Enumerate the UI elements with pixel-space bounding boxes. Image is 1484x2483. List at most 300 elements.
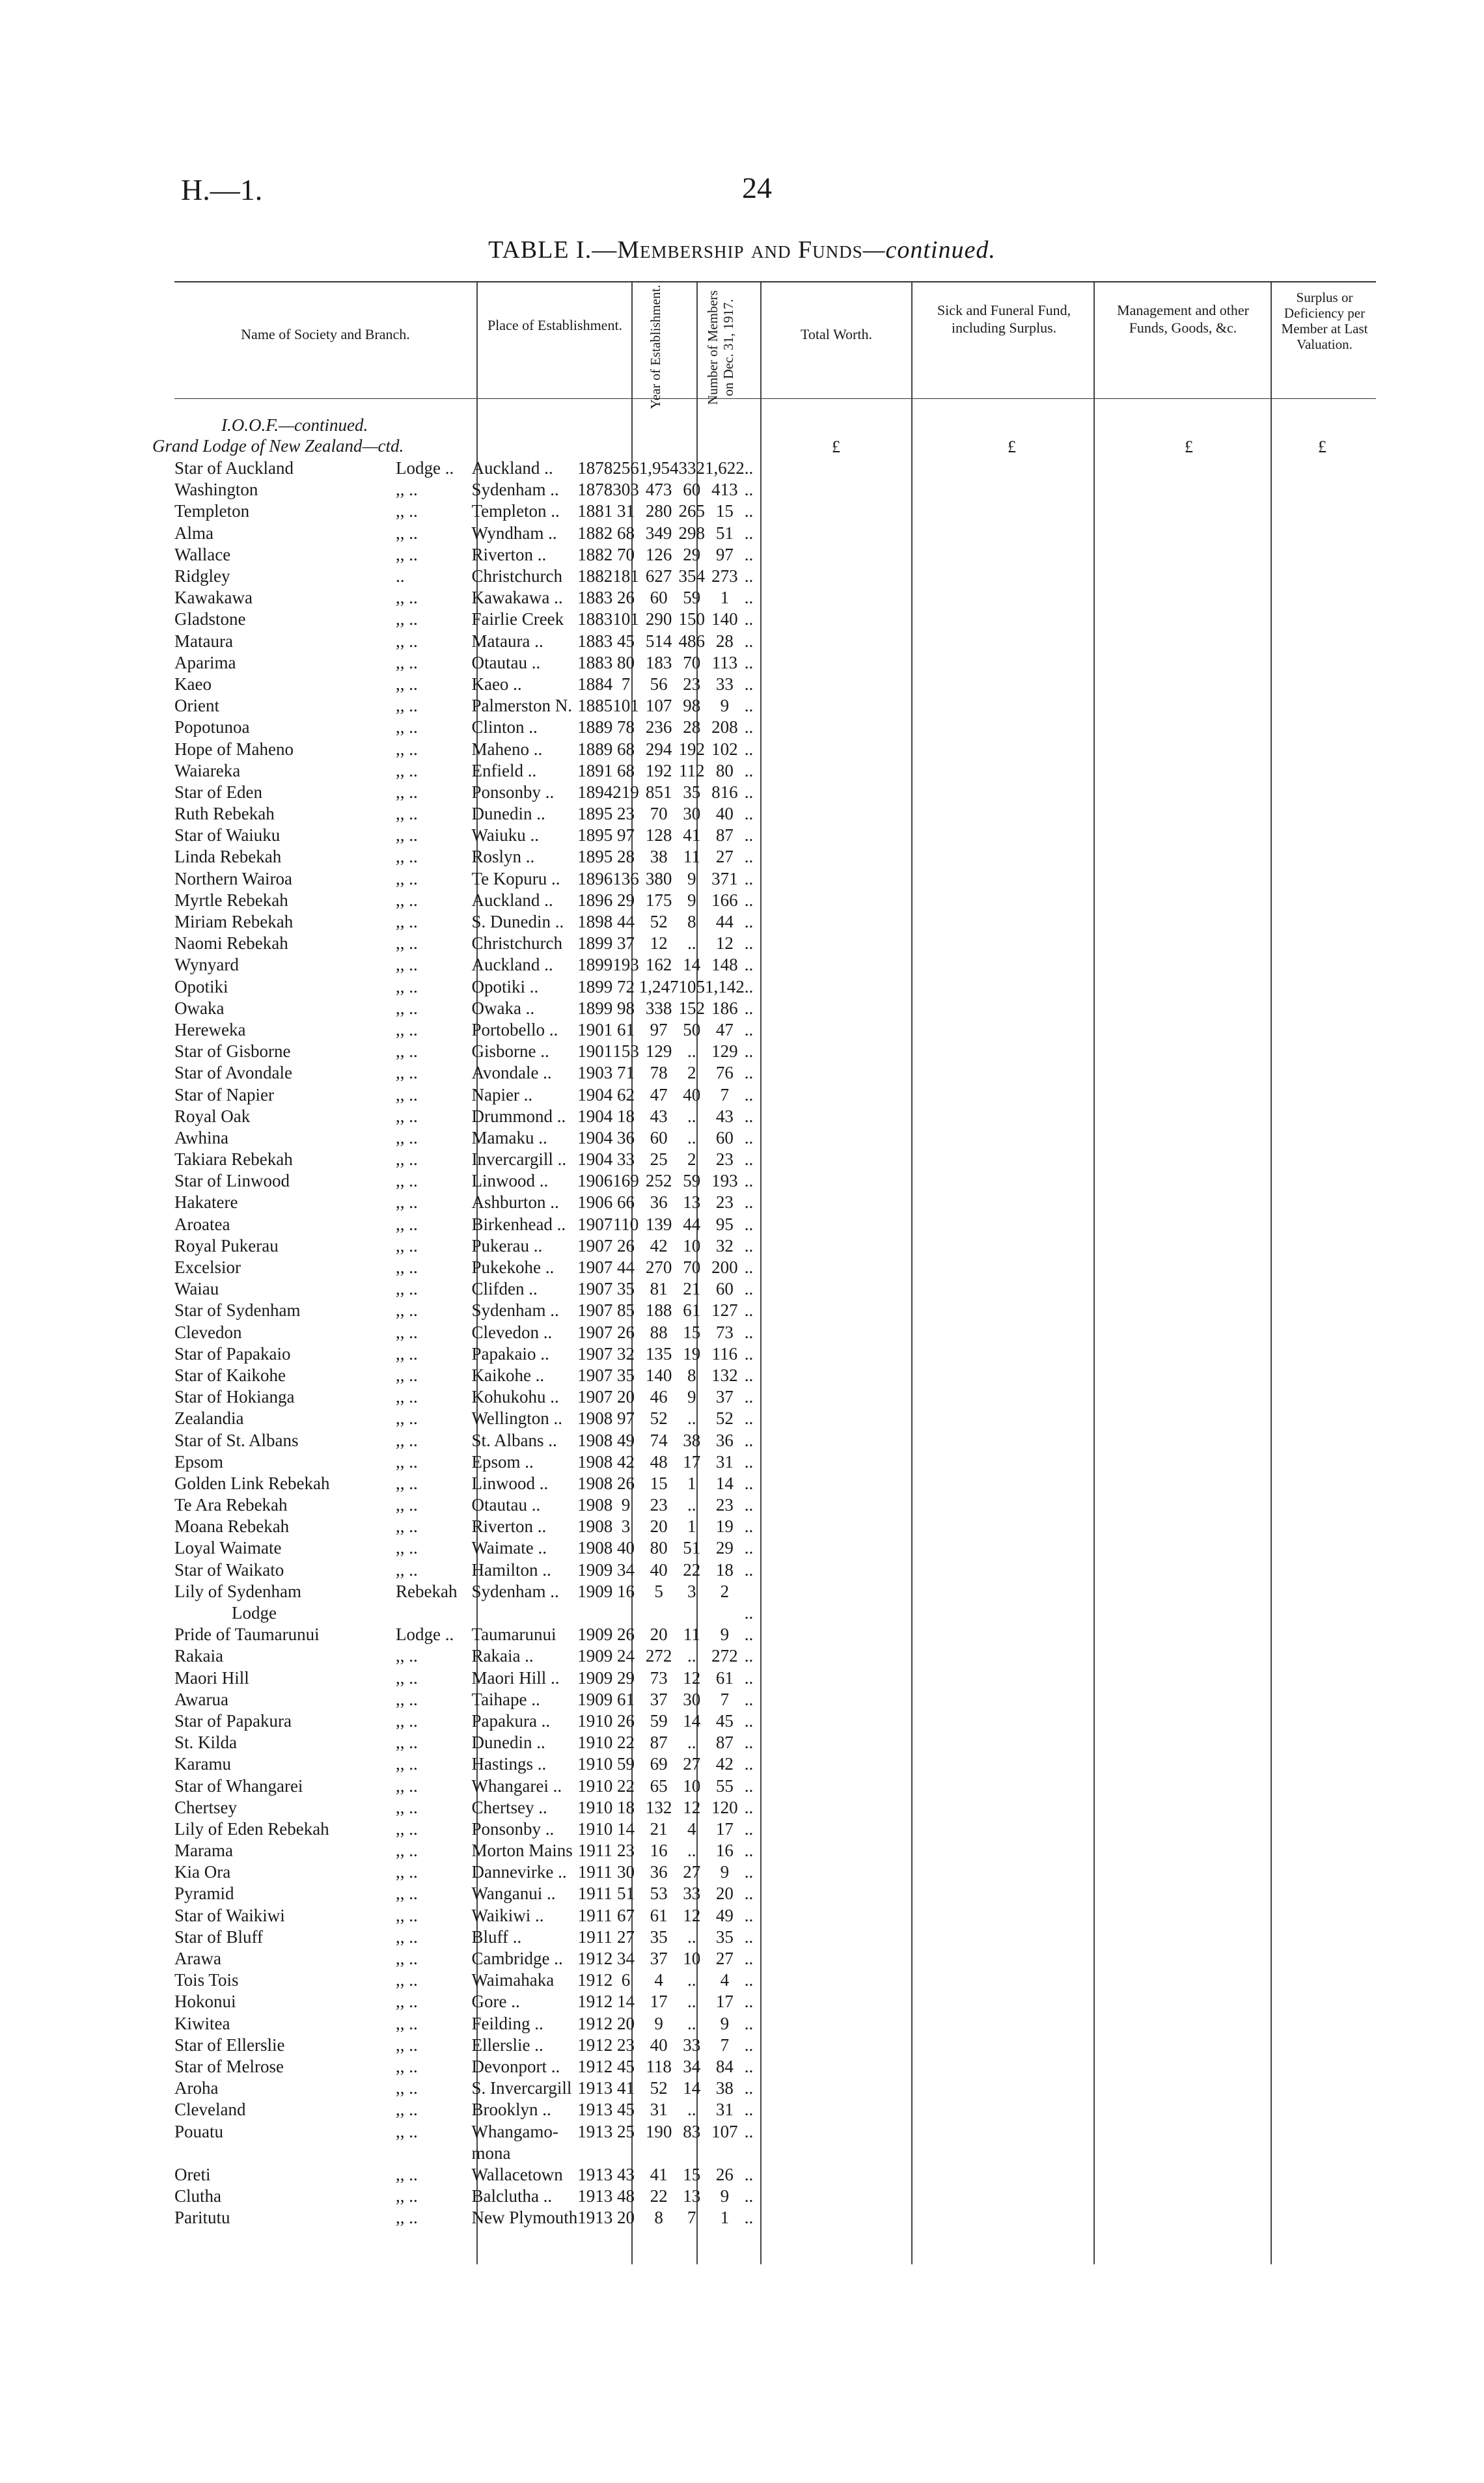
table-row (174, 890, 753, 911)
table-row (174, 2186, 753, 2207)
surplus-cell: .. (744, 1992, 754, 2012)
management-fund-cell: 7 (720, 2035, 730, 2055)
sick-fund-cell: .. (687, 1041, 696, 1062)
place-cell: New Plymouth (471, 2208, 578, 2228)
branch-suffix: ,, .. (396, 1127, 418, 1147)
management-fund-cell: 23 (715, 1192, 734, 1213)
members-cell: 36 (616, 1127, 635, 1147)
membership-table (174, 458, 753, 2229)
management-fund-cell: 16 (715, 1841, 734, 1861)
branch-name-cell (174, 458, 457, 479)
surplus-cell: .. (744, 2078, 754, 2098)
year-cell: 1889 (577, 739, 613, 759)
branch-suffix: ,, .. (396, 998, 418, 1018)
management-fund-cell: 9 (720, 1625, 730, 1645)
members-cell: 23 (616, 1841, 635, 1861)
place-cell: Papakaio .. (471, 1343, 549, 1364)
total-worth-cell: 20 (650, 1625, 668, 1645)
table-row (174, 782, 753, 803)
branch-name-cell (174, 1365, 457, 1386)
surplus-cell: .. (744, 976, 754, 996)
branch-name-cell (174, 2035, 457, 2056)
table-row (174, 1494, 753, 1516)
branch-suffix: ,, .. (396, 804, 418, 824)
sick-fund-cell: .. (687, 1646, 696, 1666)
management-fund-cell: 14 (715, 1473, 734, 1493)
surplus-cell: .. (744, 1538, 754, 1558)
branch-suffix: ,, .. (396, 2186, 418, 2206)
branch-suffix: ,, .. (396, 2121, 418, 2141)
year-cell: 1907 (577, 1214, 613, 1234)
branch-name-cell (174, 1818, 457, 1840)
branch-name-cell (174, 738, 457, 760)
sick-fund-cell: 9 (687, 890, 696, 910)
branch-name-cell (174, 868, 457, 890)
place-cell: Invercargill .. (471, 1149, 567, 1170)
table-row (174, 1170, 753, 1192)
surplus-cell: .. (744, 652, 754, 672)
sick-fund-cell (678, 2143, 705, 2164)
branch-suffix: ,, .. (396, 1343, 418, 1364)
branch-suffix: ,, .. (396, 1949, 418, 1969)
branch-name: Alma (174, 523, 213, 543)
management-fund-cell: 37 (715, 1387, 734, 1407)
year-cell: 1901 (577, 1041, 613, 1062)
surplus-cell: .. (744, 1257, 754, 1278)
year-cell: 1913 (577, 2164, 613, 2184)
members-cell: 25 (616, 2121, 635, 2141)
surplus-cell: .. (744, 998, 754, 1018)
place-cell: Clinton .. (471, 717, 538, 737)
total-worth-cell: 48 (650, 1451, 668, 1472)
members-cell: 256 (612, 458, 639, 478)
branch-name-cell (174, 609, 457, 630)
management-fund-cell: 1 (720, 588, 730, 608)
sick-fund-cell: .. (687, 1495, 696, 1515)
members-cell: 70 (616, 544, 635, 564)
place-cell: Wallacetown (471, 2164, 563, 2184)
table-row (174, 2207, 753, 2229)
management-fund-cell: 49 (715, 1905, 734, 1925)
place-cell: Wyndham .. (471, 523, 557, 543)
year-cell: 1913 (577, 2100, 613, 2120)
branch-name: Star of Bluff (174, 1927, 263, 1947)
sick-fund-cell: 40 (683, 1084, 701, 1104)
sick-fund-cell: 51 (683, 1538, 701, 1558)
year-cell: 1911 (577, 1862, 612, 1882)
surplus-cell: .. (744, 1625, 754, 1645)
members-cell: 153 (612, 1041, 639, 1062)
members-cell: 68 (616, 760, 635, 780)
branch-name: Paritutu (174, 2208, 230, 2228)
place-cell: Mamaku .. (471, 1127, 547, 1147)
surplus-cell: .. (744, 1689, 754, 1709)
branch-name: Star of Napier (174, 1084, 274, 1104)
members-cell (612, 2143, 639, 2164)
branch-suffix: ,, .. (396, 2164, 418, 2184)
branch-name: Ruth Rebekah (174, 804, 275, 824)
management-fund-cell: 193 (711, 1171, 738, 1191)
branch-name: Kawakawa (174, 588, 253, 608)
place-cell: Kaikohe .. (471, 1365, 545, 1385)
place-cell: Brooklyn .. (471, 2100, 551, 2120)
surplus-cell (745, 2143, 754, 2164)
year-cell: 1883 (577, 652, 613, 672)
branch-suffix: Rebekah (396, 1581, 458, 1601)
year-cell: 1911 (577, 1927, 612, 1947)
management-fund-cell: 51 (715, 523, 734, 543)
branch-name-cell (174, 587, 457, 609)
year-cell: 1895 (577, 847, 613, 867)
branch-name: Wallace (174, 544, 231, 564)
surplus-cell: .. (744, 566, 754, 586)
total-worth-cell: 139 (645, 1214, 672, 1234)
year-cell: 1904 (577, 1106, 613, 1126)
total-worth-cell: 16 (650, 1841, 668, 1861)
column-header-total: Total Worth. (801, 326, 872, 342)
total-worth-cell: 81 (650, 1279, 668, 1299)
place-cell: Ellerslie .. (471, 2035, 543, 2055)
members-cell: 23 (616, 2035, 635, 2055)
total-worth-cell: 21 (650, 1818, 668, 1839)
surplus-cell: .. (744, 458, 754, 478)
table-row (174, 1214, 753, 1235)
total-worth-cell: 851 (645, 782, 672, 802)
management-fund-cell: 7 (720, 1084, 730, 1104)
management-fund-cell: 371 (711, 868, 738, 888)
branch-name: Kiwitea (174, 2013, 230, 2033)
total-worth-cell: 25 (650, 1149, 668, 1170)
branch-name: Myrtle Rebekah (174, 890, 288, 910)
year-cell: 1910 (577, 1733, 613, 1753)
surplus-cell: .. (744, 631, 754, 651)
table-row (174, 1278, 753, 1300)
total-worth-cell: 8 (654, 2208, 663, 2228)
sick-fund-cell: 10 (683, 1235, 701, 1255)
branch-name: Miriam Rebekah (174, 912, 294, 932)
table-row (174, 1797, 753, 1818)
place-cell: Opotiki .. (471, 976, 539, 996)
sick-fund-cell: 98 (683, 696, 701, 716)
sick-fund-cell: .. (687, 1408, 696, 1429)
table-row (174, 2056, 753, 2078)
branch-name-cell (174, 1041, 457, 1062)
year-cell: 1909 (577, 1559, 613, 1580)
place-cell: Epsom .. (471, 1451, 534, 1472)
table-title (0, 236, 1484, 264)
sick-fund-cell: 60 (683, 480, 701, 500)
branch-name-cell (174, 1927, 457, 1948)
members-cell: 31 (616, 501, 635, 521)
members-cell: 136 (612, 868, 639, 888)
members-cell: 6 (621, 1970, 631, 1990)
branch-name-cell (174, 1840, 457, 1861)
total-worth-cell (639, 2143, 679, 2164)
branch-name: Kaeo (174, 674, 212, 694)
branch-name: Popotunoa (174, 717, 250, 737)
surplus-cell: .. (744, 1343, 754, 1364)
place-cell: Christchurch (471, 566, 562, 586)
sick-fund-cell: 8 (687, 912, 696, 932)
branch-name-cell (174, 760, 457, 782)
total-worth-cell: 22 (650, 2186, 668, 2206)
members-cell: 35 (616, 1365, 635, 1385)
branch-name-cell (174, 2013, 457, 2035)
branch-suffix: ,, .. (396, 1451, 418, 1472)
branch-suffix: ,, .. (396, 847, 418, 867)
currency-surplus: £ (1318, 437, 1326, 456)
surplus-cell: .. (744, 1495, 754, 1515)
place-cell: Auckland .. (471, 890, 553, 910)
branch-suffix: ,, .. (396, 523, 418, 543)
branch-name-cell (174, 652, 457, 674)
total-worth-cell: 514 (645, 631, 672, 651)
surplus-cell: .. (744, 2013, 754, 2033)
branch-name-cell (174, 523, 457, 544)
table-title-continued: —continued. (862, 236, 996, 264)
table-row (174, 1343, 753, 1365)
table-row (174, 1451, 753, 1473)
branch-name: Gladstone (174, 609, 246, 629)
table-row (174, 846, 753, 868)
lodge-heading: Grand Lodge of New Zealand—ctd. (152, 436, 404, 456)
management-fund-cell: 60 (715, 1279, 734, 1299)
members-cell: 110 (612, 1214, 639, 1234)
branch-name: Owaka (174, 998, 225, 1018)
surplus-cell: .. (744, 1300, 754, 1321)
total-worth-cell: 349 (645, 523, 672, 543)
total-worth-cell: 52 (650, 912, 668, 932)
branch-suffix: ,, .. (396, 631, 418, 651)
total-worth-cell: 192 (645, 760, 672, 780)
branch-name-cell (174, 1429, 457, 1451)
table-row (174, 566, 753, 587)
branch-name-cell (174, 1278, 457, 1300)
table-row (174, 2035, 753, 2056)
place-cell: Feilding .. (471, 2013, 543, 2033)
table-row (174, 2078, 753, 2099)
column-rule (911, 282, 913, 2264)
sick-fund-cell: 354 (678, 566, 705, 586)
year-cell: 1907 (577, 1343, 613, 1364)
surplus-cell: .. (744, 955, 754, 975)
sick-fund-cell: 15 (683, 2164, 701, 2184)
place-cell: Drummond .. (471, 1106, 566, 1126)
sick-fund-cell: 2 (687, 1149, 696, 1170)
sick-fund-cell: 13 (683, 2186, 701, 2206)
surplus-cell: .. (744, 1408, 754, 1429)
branch-suffix: ,, .. (396, 1818, 418, 1839)
place-cell: Birkenhead .. (471, 1214, 566, 1234)
table-row (174, 544, 753, 566)
year-cell: 1878 (577, 480, 613, 500)
branch-name-cell (174, 2056, 457, 2078)
members-cell: 29 (616, 1667, 635, 1688)
branch-name: Clutha (174, 2186, 221, 2206)
management-fund-cell: 31 (715, 1451, 734, 1472)
total-worth-cell: 294 (645, 739, 672, 759)
management-fund-cell: 9 (720, 2013, 730, 2033)
branch-suffix: ,, .. (396, 1841, 418, 1861)
members-cell: 26 (616, 1322, 635, 1342)
branch-name-cell (174, 1170, 457, 1192)
surplus-cell: .. (744, 1019, 754, 1039)
branch-name: Naomi Rebekah (174, 933, 288, 953)
sick-fund-cell: 41 (683, 825, 701, 845)
branch-suffix: ,, .. (396, 1387, 418, 1407)
management-fund-cell: 1,142 (704, 976, 745, 996)
members-cell: 14 (616, 1992, 635, 2012)
total-worth-cell: 190 (645, 2121, 672, 2141)
management-fund-cell: 17 (715, 1818, 734, 1839)
year-cell (577, 2143, 612, 2164)
branch-name-cell (174, 479, 457, 501)
year-cell: 1895 (577, 804, 613, 824)
surplus-cell: .. (744, 501, 754, 521)
page-number: 24 (742, 171, 772, 204)
year-cell: 1907 (577, 1322, 613, 1342)
branch-suffix: ,, .. (396, 1171, 418, 1191)
management-fund-cell: 20 (715, 1884, 734, 1904)
place-cell: Ashburton .. (471, 1192, 559, 1213)
sick-fund-cell: .. (687, 1841, 696, 1861)
table-row (174, 587, 753, 609)
management-fund-cell: 127 (711, 1300, 738, 1321)
branch-suffix: ,, .. (396, 1019, 418, 1039)
members-cell: 26 (616, 1235, 635, 1255)
members-cell: 22 (616, 1733, 635, 1753)
management-fund-cell: 140 (711, 609, 738, 629)
total-worth-cell: 12 (650, 933, 668, 953)
sick-fund-cell: 105 (678, 976, 705, 996)
total-worth-cell: 627 (645, 566, 672, 586)
sick-fund-cell: 8 (687, 1365, 696, 1385)
branch-name-cell (174, 846, 457, 868)
branch-name-cell (174, 501, 457, 522)
management-fund-cell (705, 2143, 745, 2164)
surplus-cell: .. (744, 739, 754, 759)
branch-suffix: ,, .. (396, 1646, 418, 1666)
management-fund-cell: 1 (720, 2208, 730, 2228)
surplus-cell (745, 1581, 754, 1602)
currency-mgmt: £ (1185, 437, 1193, 456)
total-worth-cell: 61 (650, 1905, 668, 1925)
total-worth-cell: 183 (645, 652, 672, 672)
sick-fund-cell: 83 (683, 2121, 701, 2141)
branch-suffix: ,, .. (396, 2013, 418, 2033)
place-cell: Mataura .. (471, 631, 543, 651)
column-header-year: Year of Establishment. (648, 284, 663, 409)
branch-suffix: ,, .. (396, 1300, 418, 1321)
place-cell: Clifden .. (471, 1279, 538, 1299)
branch-name-cell (174, 1451, 457, 1473)
branch-name: Linda Rebekah (174, 847, 282, 867)
sick-fund-cell: 332 (678, 458, 705, 478)
branch-suffix: ,, .. (396, 1430, 418, 1450)
total-worth-cell: 88 (650, 1322, 668, 1342)
surplus-cell: .. (744, 1841, 754, 1861)
year-cell: 1911 (577, 1884, 612, 1904)
total-worth-cell: 43 (650, 1106, 668, 1126)
branch-name-cell (174, 1408, 457, 1429)
surplus-cell: .. (744, 2164, 754, 2184)
place-cell: S. Dunedin .. (471, 912, 564, 932)
surplus-cell: .. (744, 1214, 754, 1234)
total-worth-cell: 135 (645, 1343, 672, 1364)
place-cell: Ponsonby .. (471, 782, 555, 802)
table-row (174, 1473, 753, 1494)
place-cell: St. Albans .. (471, 1430, 557, 1450)
place-cell: Sydenham .. (471, 1300, 559, 1321)
branch-suffix: ,, .. (396, 1495, 418, 1515)
branch-name: Rakaia (174, 1646, 223, 1666)
branch-suffix: ,, .. (396, 652, 418, 672)
year-cell: 1882 (577, 523, 613, 543)
branch-name-cell (174, 1127, 457, 1149)
branch-name-cell (174, 1624, 457, 1645)
sick-fund-cell: 3 (687, 1581, 696, 1601)
table-row (174, 1645, 753, 1667)
branch-name: Star of Avondale (174, 1063, 292, 1083)
table-row (174, 1559, 753, 1581)
branch-name-cell (174, 2207, 457, 2229)
management-fund-cell: 18 (715, 1559, 734, 1580)
table-row (174, 1667, 753, 1689)
year-cell: 1907 (577, 1235, 613, 1255)
total-worth-cell: 1,954 (639, 458, 679, 478)
members-cell: 32 (616, 1343, 635, 1364)
members-cell (612, 1602, 639, 1624)
branch-name-cell (174, 2143, 457, 2164)
table-row (174, 652, 753, 674)
table-row (174, 1386, 753, 1408)
branch-name: Marama (174, 1841, 233, 1861)
sick-fund-cell: .. (687, 1992, 696, 2012)
total-worth-cell: 69 (650, 1754, 668, 1774)
year-cell: 1891 (577, 760, 613, 780)
members-cell: 34 (616, 1559, 635, 1580)
sick-fund-cell: 152 (678, 998, 705, 1018)
sick-fund-cell: .. (687, 2013, 696, 2033)
year-cell: 1882 (577, 544, 613, 564)
branch-suffix: ,, .. (396, 2056, 418, 2076)
surplus-cell: .. (744, 1667, 754, 1688)
column-rule (1093, 282, 1095, 2264)
year-cell: 1912 (577, 2013, 613, 2033)
surplus-cell: .. (744, 588, 754, 608)
management-fund-cell: 4 (720, 1970, 730, 1990)
management-fund-cell: 413 (711, 480, 738, 500)
total-worth-cell: 42 (650, 1235, 668, 1255)
total-worth-cell: 31 (650, 2100, 668, 2120)
members-cell: 26 (616, 1625, 635, 1645)
surplus-cell: .. (744, 674, 754, 694)
branch-name: Star of Whangarei (174, 1776, 303, 1796)
place-cell: Te Kopuru .. (471, 868, 560, 888)
branch-name-cell (174, 1019, 457, 1041)
year-cell: 1908 (577, 1516, 613, 1537)
table-title-subject: Membership and Funds (617, 236, 863, 264)
year-cell: 1898 (577, 912, 613, 932)
total-worth-cell: 5 (654, 1581, 663, 1601)
members-cell: 26 (616, 1710, 635, 1731)
management-fund-cell: 1,622 (704, 458, 745, 478)
management-fund-cell: 26 (715, 2164, 734, 2184)
total-worth-cell: 56 (650, 674, 668, 694)
branch-name: Golden Link Rebekah (174, 1473, 330, 1493)
branch-name: Wynyard (174, 955, 239, 975)
branch-suffix: Lodge .. (396, 1625, 454, 1645)
